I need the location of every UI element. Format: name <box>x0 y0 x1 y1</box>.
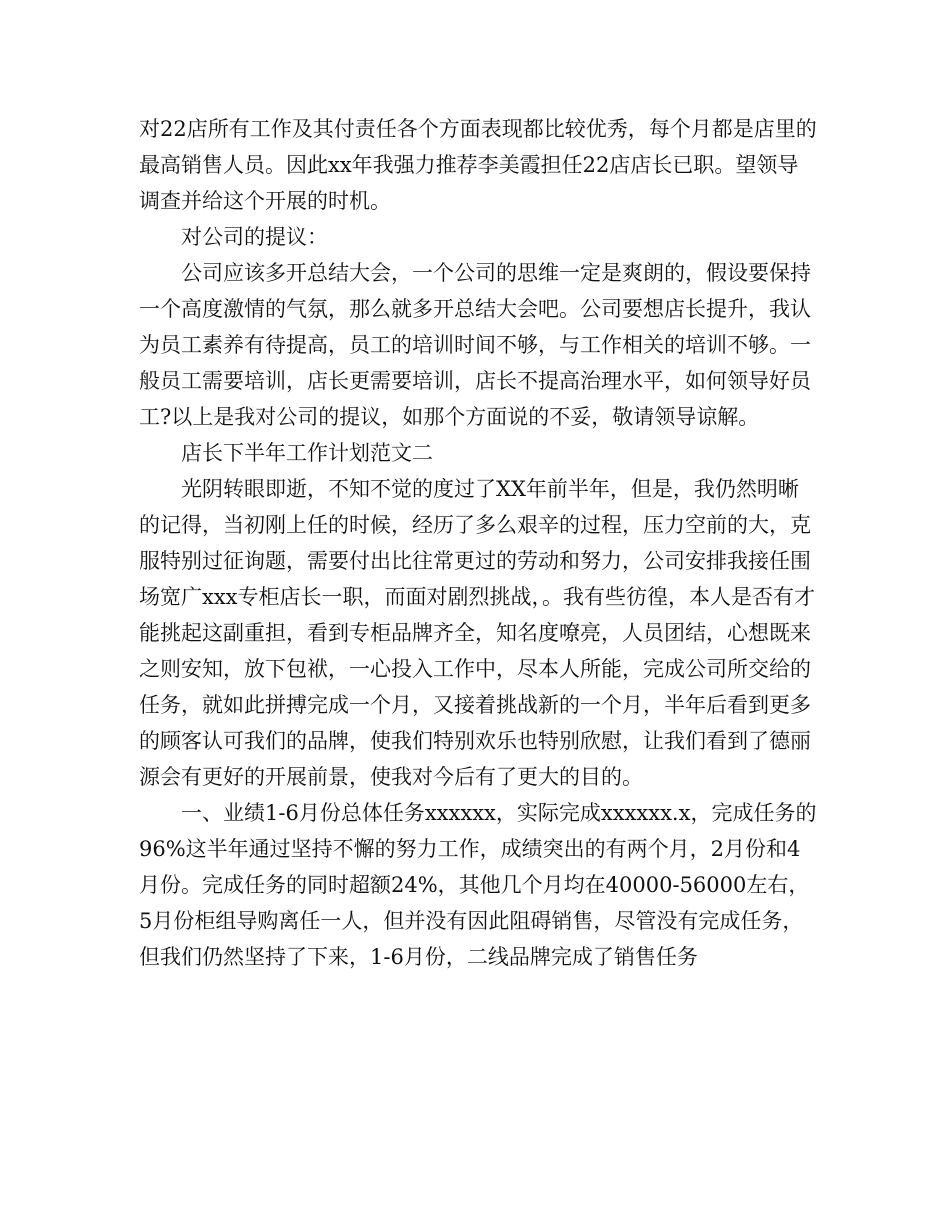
paragraph-suggestions-heading: 对公司的提议： <box>181 225 328 249</box>
paragraph-intro: 光阴转眼即逝，不知不觉的度过了XX年前半年，但是，我仍然明晰的记得，当初刚上任的时候，经历了多么艰辛的过程，压力空前的大，克服特别过征询题，需要付出比往常更过的劳动和努力，公司安排我接任围场宽广xxx专柜店长一职，而面对剧烈挑战，。我有些彷徨，本人是否有才能挑起这副重担，看到专柜品牌齐全，知名度嘹亮，人员团结，心想既来之则安知，放下包袱，一心投入工作中，尽本人所能，完成公司所交给的任务，就如此拼搏完成一个月，又接着挑战新的一个月，半年后看到更多的顾客认可我们的品牌，使我们特别欢乐也特别欣慰，让我们看到了德丽源会有更好的开展前景，使我对今后有了更大的目的。 <box>139 477 816 789</box>
section-title: 店长下半年工作计划范文二 <box>181 441 433 465</box>
document-body <box>139 111 819 975</box>
paragraph-recommendation: 对22店所有工作及其付责任各个方面表现都比较优秀，每个月都是店里的最高销售人员。因此xx年我强力推荐李美霞担任22店店长已职。望领导调查并给这个开展的时机。 <box>139 117 817 213</box>
paragraph-suggestions: 公司应该多开总结大会，一个公司的思维一定是爽朗的，假设要保持一个高度激情的气氛，那么就多开总结大会吧。公司要想店长提升，我认为员工素养有待提高，员工的培训时间不够，与工作相关的培训不够。一般员工需要培训，店长更需要培训，店长不提高治理水平，如何领导好员工?以上是我对公司的提议，如那个方面说的不妥，敬请领导谅解。 <box>139 261 811 429</box>
paragraph-performance: 一、业绩1-6月份总体任务xxxxxx，实际完成xxxxxx.x，完成任务的96%这半年通过坚持不懈的努力工作，成绩突出的有两个月，2月份和4月份。完成任务的同时超额24%，其他几个月均在40000-56000左右，5月份柜组导购离任一人，但并没有因此阻碍销售，尽管没有完成任务，但我们仍然坚持了下来，1-6月份，二线品牌完成了销售任务 <box>139 801 817 969</box>
